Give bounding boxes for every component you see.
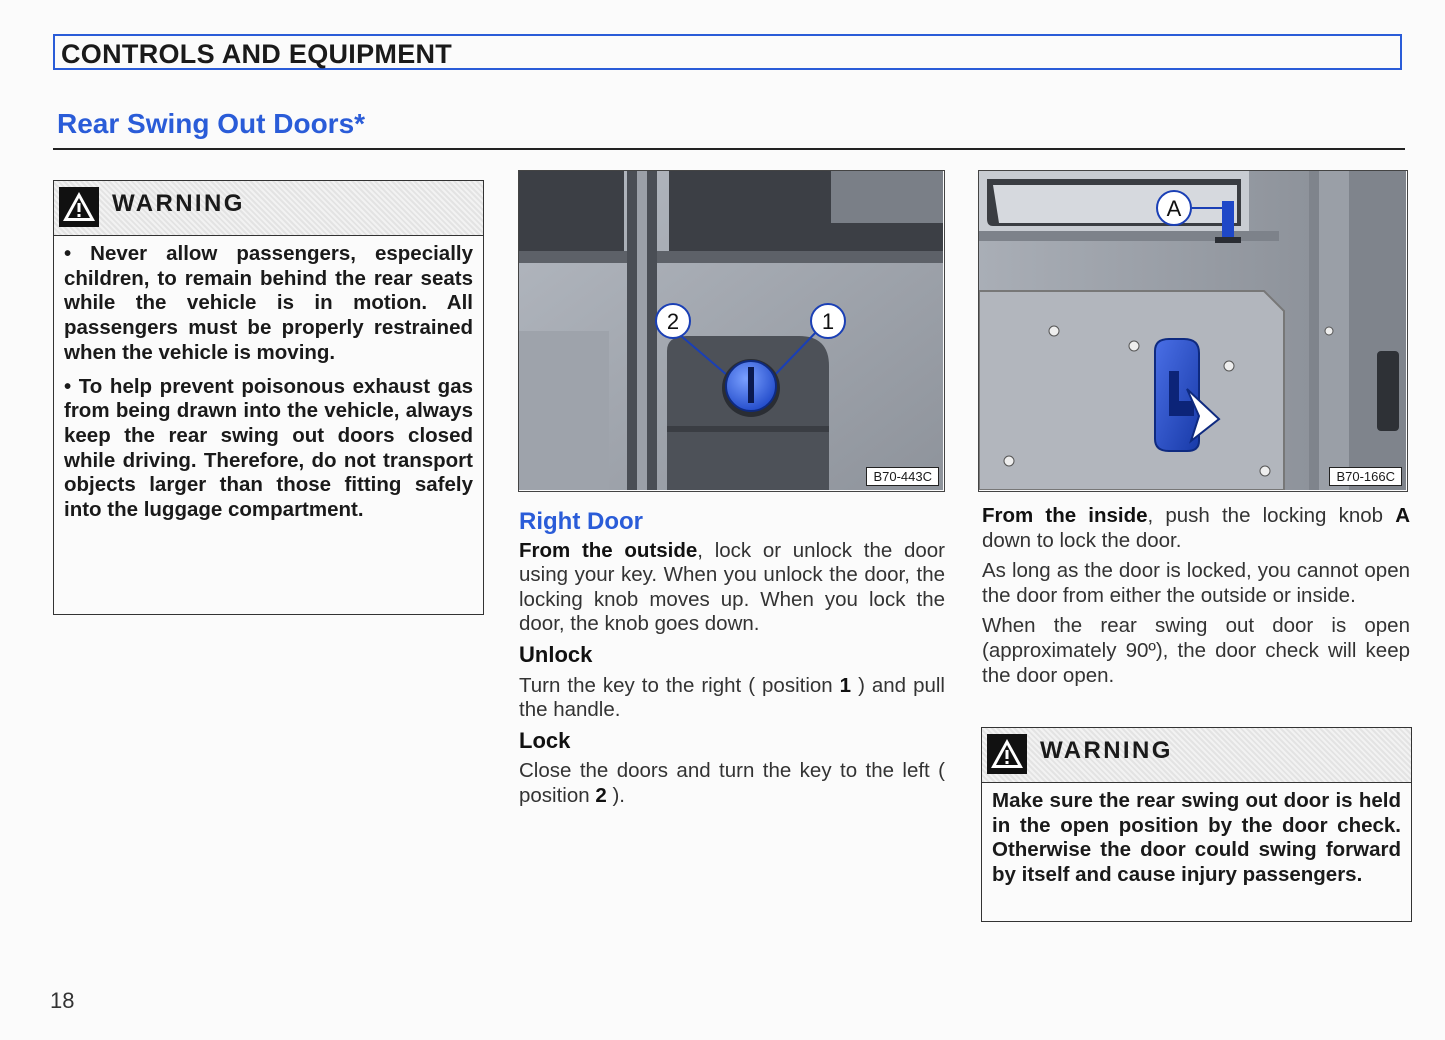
- middle-column: [519, 510, 945, 815]
- callout-2-label: 2: [666, 309, 680, 334]
- warning-bullet: • Never allow passengers, especially children, to remain behind the rear seats while the vehicle is in motion. All passengers must be properly restrained when the vehicle is moving.: [64, 242, 473, 364]
- lock-text-pre: Close the doors and turn the key to the left ( position: [519, 759, 945, 807]
- section-title-bar: [53, 34, 1402, 70]
- lock-position: 2: [595, 783, 607, 807]
- locked-paragraph: As long as the door is locked, you cannot open the door from either the outside or inside.: [982, 559, 1410, 607]
- right-door-heading: Right Door: [519, 508, 643, 535]
- outside-text: , lock or unlock the door using your key. When you unlock the door, the locking knob moves up. When you lock the door, the knob goes down.: [519, 538, 945, 636]
- warning-header: [982, 728, 1411, 783]
- page-title: Rear Swing Out Doors*: [57, 108, 366, 139]
- warning-label: WARNING: [1040, 737, 1173, 764]
- warning-box-right: [981, 727, 1412, 922]
- warning-header: [54, 181, 483, 236]
- figure-code: B70-443C: [866, 467, 939, 486]
- warning-bullet: • To help prevent poisonous exhaust gas from being drawn into the vehicle, always keep the rear swing out doors closed while driving. Therefore, do not transport objects larger than those fitting safely into the luggage compartment.: [64, 374, 473, 522]
- right-column: [982, 504, 1410, 694]
- inside-text-post: down to lock the door.: [982, 528, 1182, 552]
- page-number: 18: [50, 988, 75, 1013]
- warning-label: WARNING: [112, 190, 245, 217]
- outside-lead: From the outside: [519, 538, 698, 562]
- inside-text-pre: , push the locking knob: [1147, 504, 1396, 527]
- callout-1-label: 1: [821, 309, 835, 334]
- warning-box-left: [53, 180, 484, 615]
- outside-paragraph: [519, 539, 945, 637]
- door-check-paragraph: When the rear swing out door is open (approximately 90º), the door check will keep the door open.: [982, 614, 1410, 687]
- warning-text: Make sure the rear swing out door is held in the open position by the door check. Otherwise the door could swing forward by itself and cause injury passengers.: [992, 789, 1401, 887]
- warning-triangle-icon: [987, 734, 1027, 774]
- figure-right-door-lock: [518, 170, 945, 492]
- unlock-text-post: ) and pull the handle.: [519, 673, 945, 722]
- unlock-paragraph: [519, 674, 945, 723]
- inside-knob: A: [1395, 504, 1410, 527]
- unlock-position: 1: [839, 673, 852, 697]
- figure-door-interior: [978, 170, 1408, 492]
- door-interior-illustration: [979, 171, 1406, 490]
- inside-lead: From the inside: [982, 504, 1148, 527]
- lock-text-post: ).: [606, 783, 625, 807]
- inside-paragraph: [982, 504, 1410, 553]
- unlock-text-pre: Turn the key to the right ( position: [519, 673, 840, 697]
- unlock-heading: Unlock: [519, 641, 593, 667]
- callout-a-label: A: [1166, 196, 1182, 221]
- lock-heading: Lock: [519, 727, 571, 753]
- heading-divider: [53, 148, 1405, 150]
- warning-triangle-icon: [59, 187, 99, 227]
- lock-paragraph: [519, 759, 945, 808]
- section-title: CONTROLS AND EQUIPMENT: [61, 39, 453, 69]
- door-lock-illustration: [519, 171, 943, 490]
- figure-code: B70-166C: [1329, 467, 1402, 486]
